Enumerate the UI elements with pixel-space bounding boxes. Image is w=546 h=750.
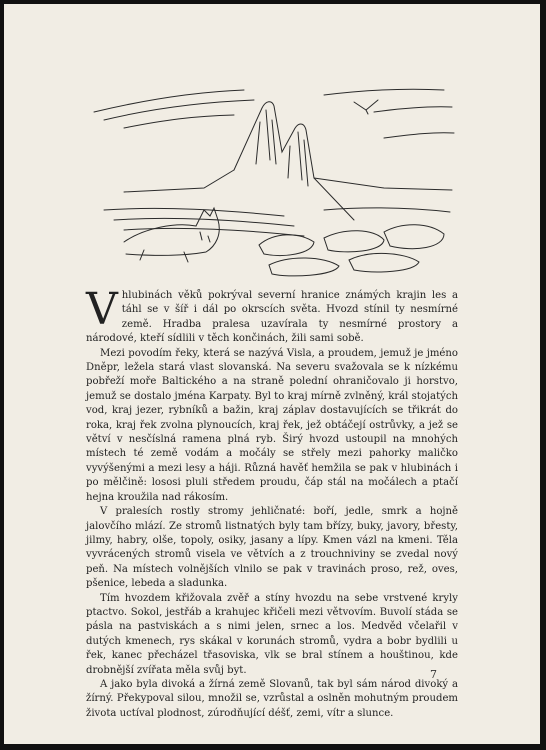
- paragraph-2: Mezi povodím řeky, která se nazývá Visla, a proudem, jemuž je jméno Dněpr, ležela stará vlast slovanská. Na severu svažovala se k nízkému pobřeží moře Baltického a na straně polední ohraničovalo ji horstvo, jemuž se dostalo jména Karpaty. Byl to kraj mírně zvlněný, král stojatých vod, kraj jezer, rybníků a bažin, kraj záplav dostavujících se třikrát do roka, kraj řek zvolna plynoucích, kraj řek, jež obtáčejí ostrůvky, a jež se větví v nesčíslná ramena plná ryb. Širý hvozd ustoupil na mnohých místech té země vodám a močály se střely mezi pahorky maličko vyvýšenými a mezi lesy a háji. Různá havěť hemžila se pak v hlubinách i po mělčině: lososi pluli středem proudu, čáp stál na močálech a ptačí hejna kroužila nad rákosím.: [86, 347, 458, 503]
- paragraph-1: [86, 284, 458, 347]
- paragraph-4: Tím hvozdem křižovala zvěř a stíny hvozdu na sebe vrstvené kryly ptactvo. Sokol, jestřáb a krahujec křičeli mezi větvovím. Buvolí stáda se pásla na pastviskách a s nimi jelen, srnec a los. Medvěd včelařil v dutých kmenech, rys skákal v korunách stromů, vydra a bobr bydlili u řek, kanec přecházel třasoviska, vlk se bral stínem a houštinou, kde drobnější zvířata měla svůj byt.: [86, 592, 458, 676]
- paragraph-5: A jako byla divoká a žírná země Slovanů, tak byl sám národ divoký a žírný. Překypoval silou, množil se, vzrůstal a oslněn mohutným proudem života uctíval plodnost, zúrodňující déšť, zemi, vítr a slunce.: [86, 678, 458, 719]
- body-text: [86, 284, 458, 721]
- drop-cap: V: [86, 284, 118, 335]
- paragraph-3: V pralesích rostly stromy jehličnaté: boří, jedle, smrk a hojně jalovčího mlází. Ze stromů listnatých byly tam břízy, buky, javory, břesty, jilmy, habry, olše, topoly, osiky, jasany a lípy. Kmen vázl na kmeni. Těla vyvrácených stromů visela ve větvích a z trouchniviny se zvedal nový peň. Na místech volnějších vlnilo se pak v travinách proso, rež, oves, pšenice, lebeda a sladunka.: [86, 506, 458, 590]
- book-page: [4, 4, 540, 744]
- paragraph-1-text: hlubinách věků pokrýval severní hranice známých krajin les a táhl se v šíř i dál po okrscích světa. Hvozd stínil ty nesmírné země. Hradba pralesa uzavírala ty nesmírné prostory a národové, kteří sídlili v těch končinách, žili sami sobě.: [86, 290, 458, 345]
- landscape-illustration: [84, 60, 456, 282]
- page-number: 7: [430, 668, 437, 681]
